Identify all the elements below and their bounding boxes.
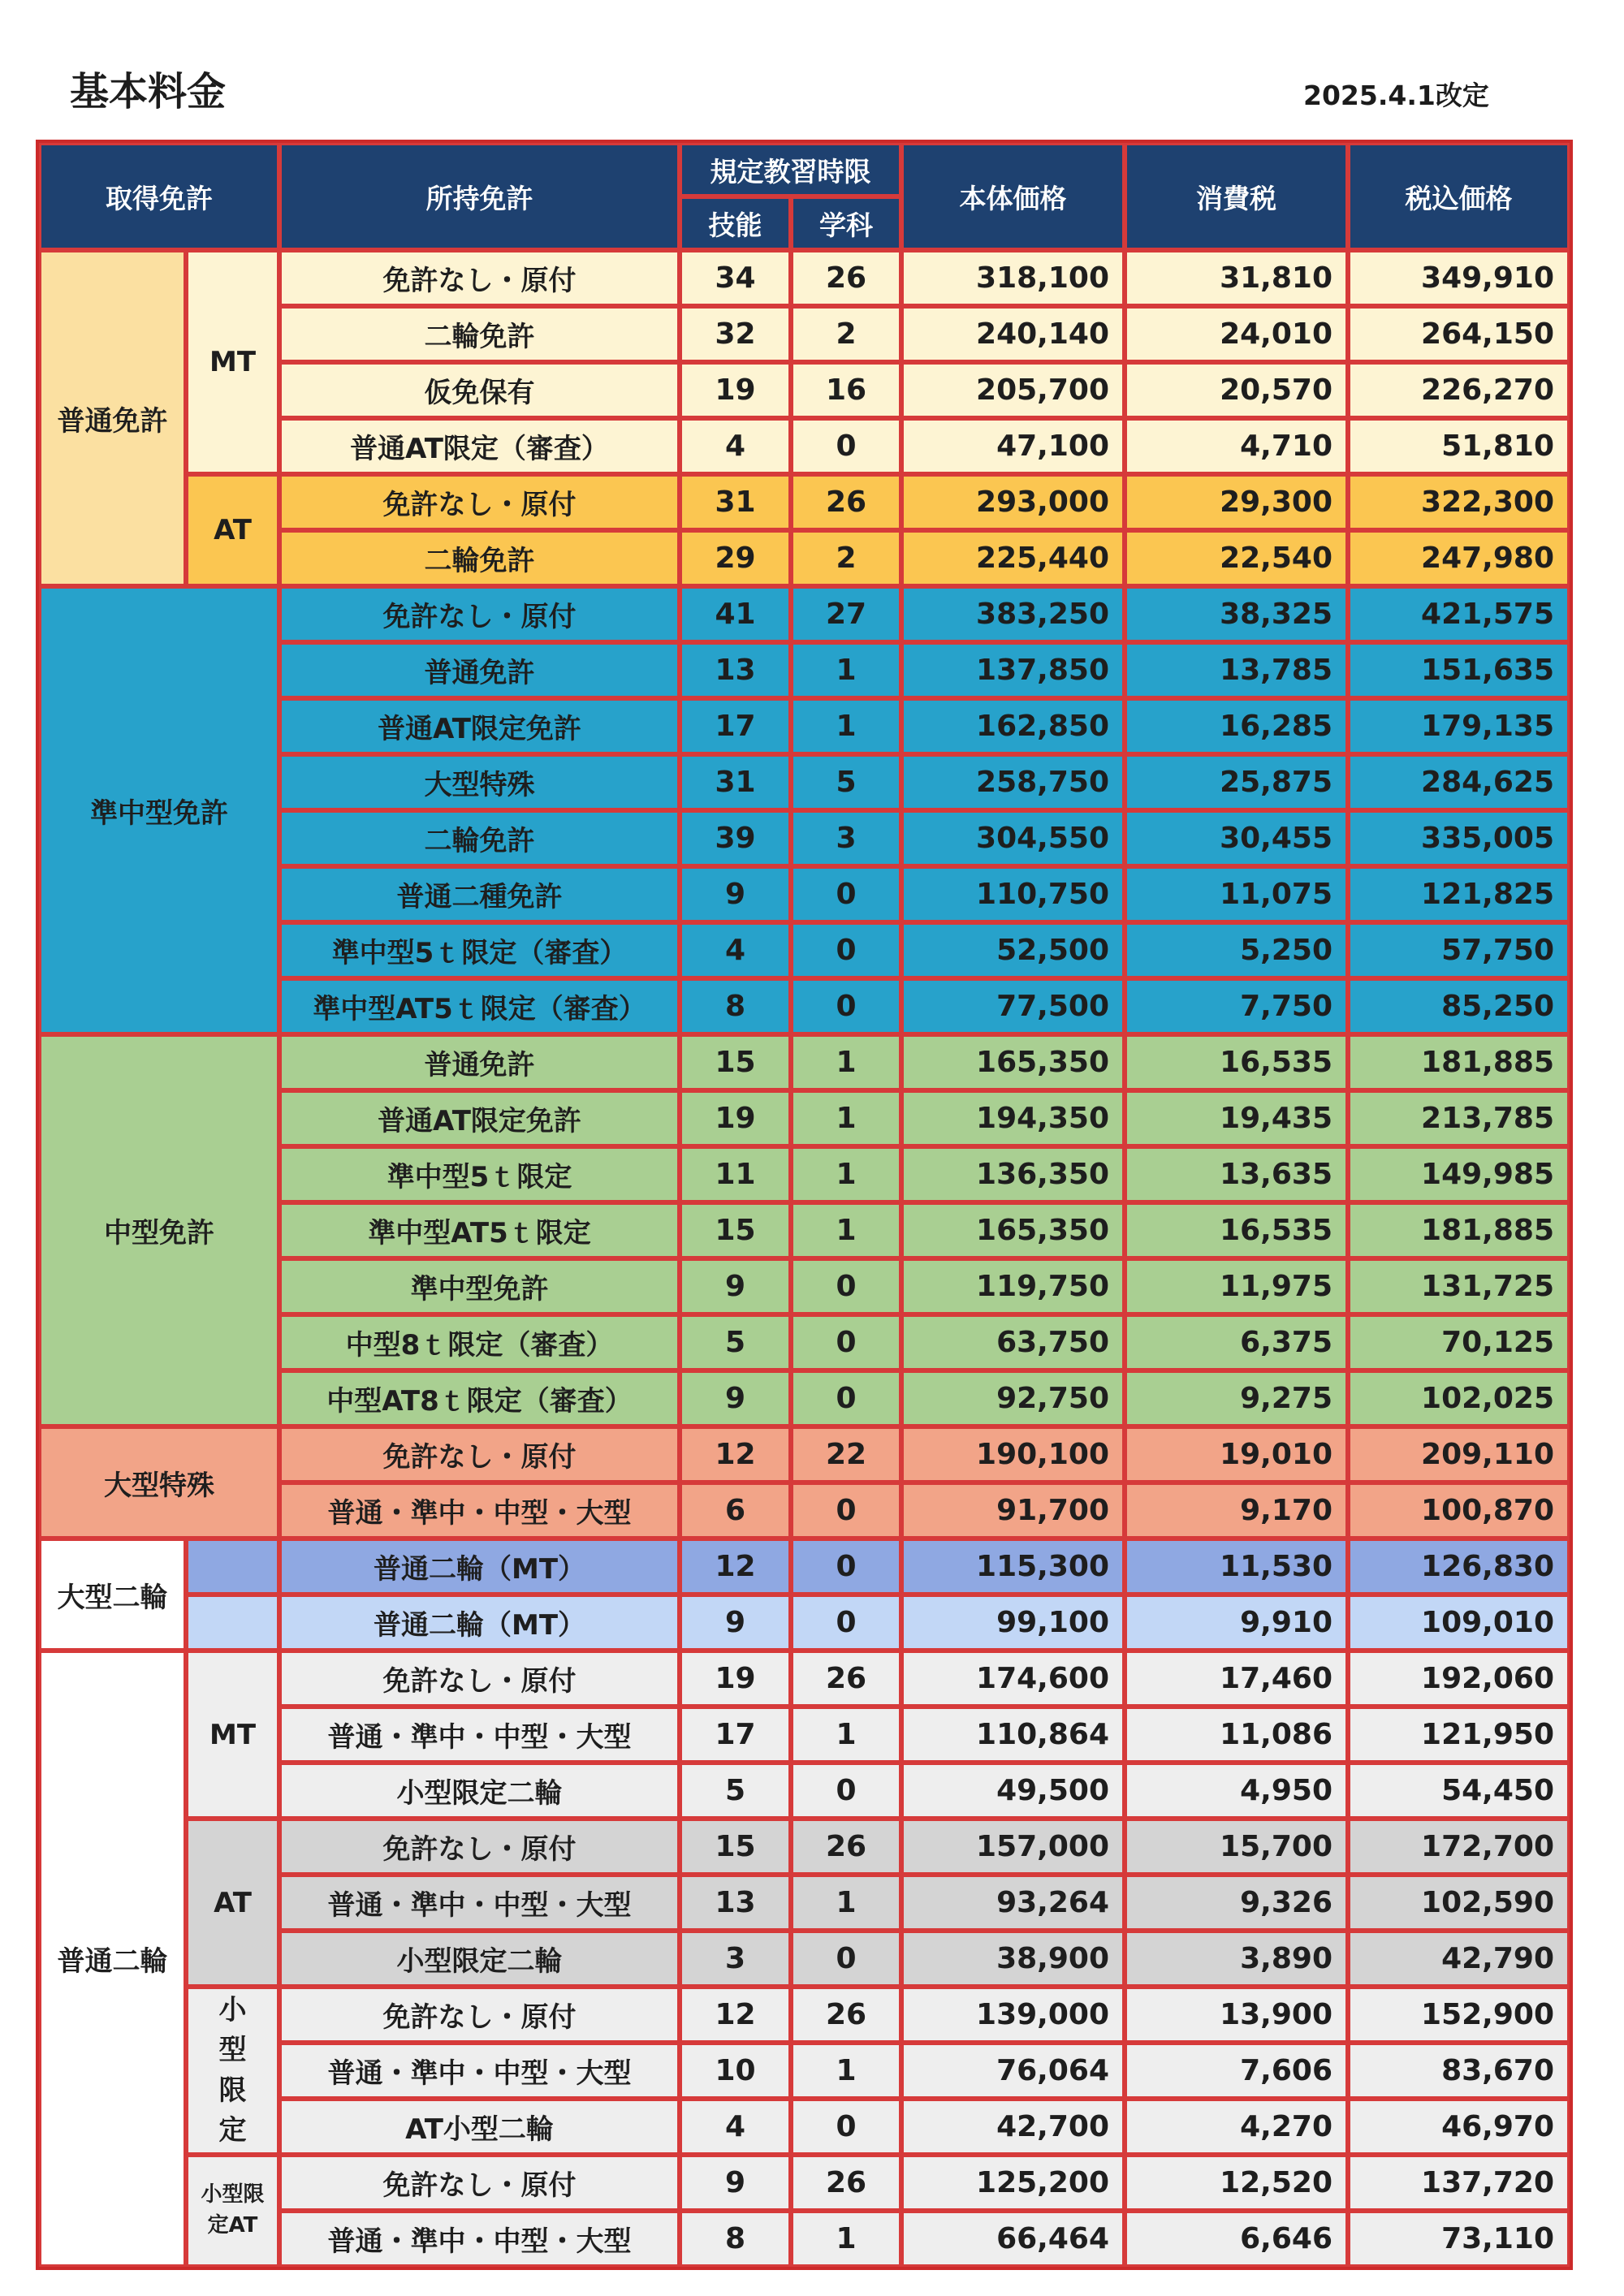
total-price-cell: 70,125 (1348, 1314, 1570, 1370)
total-price-cell: 42,790 (1348, 1931, 1570, 1987)
academic-cell: 1 (791, 1146, 901, 1202)
total-price-cell: 149,985 (1348, 1146, 1570, 1202)
skill-cell: 4 (680, 2099, 791, 2155)
page-title: 基本料金 (70, 69, 227, 114)
base-price-cell: 318,100 (901, 250, 1125, 306)
academic-cell: 26 (791, 1651, 901, 1707)
sub-label-fn-kogata: 小型限定 (186, 1987, 279, 2155)
held-cell: 大型特殊 (279, 754, 680, 810)
academic-cell: 26 (791, 474, 901, 530)
group-label-chugata: 中型免許 (39, 1034, 279, 1426)
base-price-cell: 93,264 (901, 1875, 1125, 1931)
header-skill: 技能 (680, 196, 791, 250)
tax-cell: 30,455 (1125, 810, 1348, 866)
total-price-cell: 181,885 (1348, 1202, 1570, 1258)
academic-cell: 1 (791, 1090, 901, 1146)
held-cell: 免許なし・原付 (279, 1426, 680, 1482)
held-cell: 普通AT限定（審査） (279, 418, 680, 474)
header-total-price: 税込価格 (1348, 143, 1570, 250)
base-price-cell: 225,440 (901, 530, 1125, 586)
base-price-cell: 194,350 (901, 1090, 1125, 1146)
academic-cell: 0 (791, 1595, 901, 1651)
skill-cell: 12 (680, 1987, 791, 2043)
academic-cell: 22 (791, 1426, 901, 1482)
base-price-cell: 119,750 (901, 1258, 1125, 1314)
total-price-cell: 247,980 (1348, 530, 1570, 586)
skill-cell: 9 (680, 1370, 791, 1426)
academic-cell: 1 (791, 1707, 901, 1763)
sub-label-futsuu-at: AT (186, 474, 279, 586)
skill-cell: 13 (680, 1875, 791, 1931)
total-price-cell: 179,135 (1348, 698, 1570, 754)
held-cell: 普通AT限定免許 (279, 1090, 680, 1146)
total-price-cell: 322,300 (1348, 474, 1570, 530)
skill-cell: 3 (680, 1931, 791, 1987)
tax-cell: 3,890 (1125, 1931, 1348, 1987)
skill-cell: 32 (680, 306, 791, 362)
skill-cell: 9 (680, 2155, 791, 2211)
academic-cell: 1 (791, 1034, 901, 1090)
held-cell: 普通二輪（MT） (279, 1595, 680, 1651)
skill-cell: 11 (680, 1146, 791, 1202)
tax-cell: 19,435 (1125, 1090, 1348, 1146)
ogata-nirin-spacer-2 (186, 1595, 279, 1651)
held-cell: AT小型二輪 (279, 2099, 680, 2155)
tax-cell: 38,325 (1125, 586, 1348, 642)
header-base-price: 本体価格 (901, 143, 1125, 250)
tax-cell: 20,570 (1125, 362, 1348, 418)
header-held: 所持免許 (279, 143, 680, 250)
base-price-cell: 110,864 (901, 1707, 1125, 1763)
tax-cell: 29,300 (1125, 474, 1348, 530)
base-price-cell: 240,140 (901, 306, 1125, 362)
tax-cell: 4,950 (1125, 1763, 1348, 1819)
academic-cell: 2 (791, 530, 901, 586)
academic-cell: 0 (791, 1539, 901, 1595)
tax-cell: 11,530 (1125, 1539, 1348, 1595)
base-price-cell: 42,700 (901, 2099, 1125, 2155)
academic-cell: 0 (791, 1314, 901, 1370)
total-price-cell: 421,575 (1348, 586, 1570, 642)
academic-cell: 26 (791, 250, 901, 306)
sub-label-fn-kogata-at: 小型限定AT (186, 2155, 279, 2267)
skill-cell: 39 (680, 810, 791, 866)
held-cell: 普通免許 (279, 642, 680, 698)
skill-cell: 19 (680, 1651, 791, 1707)
academic-cell: 1 (791, 642, 901, 698)
total-price-cell: 102,025 (1348, 1370, 1570, 1426)
base-price-cell: 383,250 (901, 586, 1125, 642)
held-cell: 普通・準中・中型・大型 (279, 2211, 680, 2267)
skill-cell: 15 (680, 1819, 791, 1875)
base-price-cell: 190,100 (901, 1426, 1125, 1482)
tax-cell: 13,785 (1125, 642, 1348, 698)
group-label-junchugata: 準中型免許 (39, 586, 279, 1034)
base-price-cell: 110,750 (901, 866, 1125, 922)
total-price-cell: 46,970 (1348, 2099, 1570, 2155)
total-price-cell: 181,885 (1348, 1034, 1570, 1090)
price-table (36, 140, 1573, 2270)
total-price-cell: 137,720 (1348, 2155, 1570, 2211)
tax-cell: 11,086 (1125, 1707, 1348, 1763)
skill-cell: 15 (680, 1202, 791, 1258)
held-cell: 普通・準中・中型・大型 (279, 1875, 680, 1931)
held-cell: 準中型5ｔ限定 (279, 1146, 680, 1202)
skill-cell: 17 (680, 1707, 791, 1763)
total-price-cell: 335,005 (1348, 810, 1570, 866)
tax-cell: 11,975 (1125, 1258, 1348, 1314)
skill-cell: 4 (680, 418, 791, 474)
total-price-cell: 109,010 (1348, 1595, 1570, 1651)
held-cell: 準中型5ｔ限定（審査） (279, 922, 680, 978)
skill-cell: 34 (680, 250, 791, 306)
tax-cell: 16,535 (1125, 1202, 1348, 1258)
tax-cell: 24,010 (1125, 306, 1348, 362)
skill-cell: 5 (680, 1314, 791, 1370)
academic-cell: 0 (791, 1763, 901, 1819)
tax-cell: 7,750 (1125, 978, 1348, 1034)
base-price-cell: 258,750 (901, 754, 1125, 810)
held-cell: 免許なし・原付 (279, 1819, 680, 1875)
group-label-futsuu: 普通免許 (39, 250, 186, 586)
academic-cell: 0 (791, 418, 901, 474)
skill-cell: 9 (680, 1258, 791, 1314)
skill-cell: 31 (680, 474, 791, 530)
tax-cell: 17,460 (1125, 1651, 1348, 1707)
total-price-cell: 264,150 (1348, 306, 1570, 362)
skill-cell: 15 (680, 1034, 791, 1090)
base-price-cell: 66,464 (901, 2211, 1125, 2267)
held-cell: 中型8ｔ限定（審査） (279, 1314, 680, 1370)
revision-date: 2025.4.1改定 (1303, 80, 1489, 111)
group-label-ogata-nirin: 大型二輪 (39, 1539, 186, 1651)
held-cell: 二輪免許 (279, 810, 680, 866)
total-price-cell: 213,785 (1348, 1090, 1570, 1146)
total-price-cell: 192,060 (1348, 1651, 1570, 1707)
total-price-cell: 121,950 (1348, 1707, 1570, 1763)
academic-cell: 5 (791, 754, 901, 810)
academic-cell: 0 (791, 1370, 901, 1426)
held-cell: 普通・準中・中型・大型 (279, 1482, 680, 1539)
tax-cell: 6,375 (1125, 1314, 1348, 1370)
academic-cell: 26 (791, 1819, 901, 1875)
total-price-cell: 226,270 (1348, 362, 1570, 418)
academic-cell: 0 (791, 1931, 901, 1987)
academic-cell: 1 (791, 2211, 901, 2267)
total-price-cell: 85,250 (1348, 978, 1570, 1034)
base-price-cell: 47,100 (901, 418, 1125, 474)
tax-cell: 16,535 (1125, 1034, 1348, 1090)
tax-cell: 9,170 (1125, 1482, 1348, 1539)
total-price-cell: 349,910 (1348, 250, 1570, 306)
held-cell: 中型AT8ｔ限定（審査） (279, 1370, 680, 1426)
academic-cell: 2 (791, 306, 901, 362)
skill-cell: 12 (680, 1426, 791, 1482)
tax-cell: 4,710 (1125, 418, 1348, 474)
skill-cell: 4 (680, 922, 791, 978)
tax-cell: 16,285 (1125, 698, 1348, 754)
academic-cell: 0 (791, 922, 901, 978)
held-cell: 普通AT限定免許 (279, 698, 680, 754)
total-price-cell: 51,810 (1348, 418, 1570, 474)
sub-label-fn-mt: MT (186, 1651, 279, 1819)
group-label-futsuu-nirin: 普通二輪 (39, 1651, 186, 2267)
base-price-cell: 49,500 (901, 1763, 1125, 1819)
header-academic: 学科 (791, 196, 901, 250)
total-price-cell: 126,830 (1348, 1539, 1570, 1595)
held-cell: 普通二種免許 (279, 866, 680, 922)
base-price-cell: 165,350 (901, 1202, 1125, 1258)
skill-cell: 31 (680, 754, 791, 810)
skill-cell: 41 (680, 586, 791, 642)
base-price-cell: 136,350 (901, 1146, 1125, 1202)
skill-cell: 19 (680, 1090, 791, 1146)
header-tax: 消費税 (1125, 143, 1348, 250)
academic-cell: 3 (791, 810, 901, 866)
total-price-cell: 209,110 (1348, 1426, 1570, 1482)
held-cell: 免許なし・原付 (279, 250, 680, 306)
base-price-cell: 92,750 (901, 1370, 1125, 1426)
base-price-cell: 157,000 (901, 1819, 1125, 1875)
total-price-cell: 152,900 (1348, 1987, 1570, 2043)
held-cell: 二輪免許 (279, 530, 680, 586)
tax-cell: 6,646 (1125, 2211, 1348, 2267)
held-cell: 小型限定二輪 (279, 1931, 680, 1987)
skill-cell: 13 (680, 642, 791, 698)
held-cell: 小型限定二輪 (279, 1763, 680, 1819)
tax-cell: 13,900 (1125, 1987, 1348, 2043)
academic-cell: 1 (791, 1202, 901, 1258)
base-price-cell: 52,500 (901, 922, 1125, 978)
base-price-cell: 293,000 (901, 474, 1125, 530)
tax-cell: 7,606 (1125, 2043, 1348, 2099)
total-price-cell: 83,670 (1348, 2043, 1570, 2099)
base-price-cell: 63,750 (901, 1314, 1125, 1370)
base-price-cell: 77,500 (901, 978, 1125, 1034)
sub-label-fn-at: AT (186, 1819, 279, 1987)
total-price-cell: 54,450 (1348, 1763, 1570, 1819)
academic-cell: 1 (791, 1875, 901, 1931)
header-hours-group: 規定教習時限 (680, 143, 901, 196)
academic-cell: 0 (791, 1482, 901, 1539)
skill-cell: 9 (680, 866, 791, 922)
tax-cell: 25,875 (1125, 754, 1348, 810)
base-price-cell: 304,550 (901, 810, 1125, 866)
total-price-cell: 57,750 (1348, 922, 1570, 978)
academic-cell: 0 (791, 866, 901, 922)
base-price-cell: 125,200 (901, 2155, 1125, 2211)
held-cell: 免許なし・原付 (279, 2155, 680, 2211)
held-cell: 免許なし・原付 (279, 1987, 680, 2043)
held-cell: 普通二輪（MT） (279, 1539, 680, 1595)
tax-cell: 4,270 (1125, 2099, 1348, 2155)
skill-cell: 5 (680, 1763, 791, 1819)
academic-cell: 27 (791, 586, 901, 642)
header-acquire: 取得免許 (39, 143, 279, 250)
tax-cell: 22,540 (1125, 530, 1348, 586)
base-price-cell: 99,100 (901, 1595, 1125, 1651)
total-price-cell: 131,725 (1348, 1258, 1570, 1314)
base-price-cell: 205,700 (901, 362, 1125, 418)
tax-cell: 9,275 (1125, 1370, 1348, 1426)
held-cell: 普通・準中・中型・大型 (279, 1707, 680, 1763)
tax-cell: 9,910 (1125, 1595, 1348, 1651)
total-price-cell: 102,590 (1348, 1875, 1570, 1931)
academic-cell: 0 (791, 2099, 901, 2155)
skill-cell: 8 (680, 2211, 791, 2267)
total-price-cell: 100,870 (1348, 1482, 1570, 1539)
skill-cell: 6 (680, 1482, 791, 1539)
sub-label-futsuu-mt: MT (186, 250, 279, 474)
academic-cell: 1 (791, 2043, 901, 2099)
academic-cell: 0 (791, 978, 901, 1034)
total-price-cell: 284,625 (1348, 754, 1570, 810)
academic-cell: 26 (791, 2155, 901, 2211)
base-price-cell: 174,600 (901, 1651, 1125, 1707)
academic-cell: 0 (791, 1258, 901, 1314)
skill-cell: 8 (680, 978, 791, 1034)
base-price-cell: 165,350 (901, 1034, 1125, 1090)
total-price-cell: 121,825 (1348, 866, 1570, 922)
skill-cell: 17 (680, 698, 791, 754)
skill-cell: 29 (680, 530, 791, 586)
base-price-cell: 91,700 (901, 1482, 1125, 1539)
tax-cell: 12,520 (1125, 2155, 1348, 2211)
tax-cell: 11,075 (1125, 866, 1348, 922)
academic-cell: 26 (791, 1987, 901, 2043)
base-price-cell: 38,900 (901, 1931, 1125, 1987)
held-cell: 免許なし・原付 (279, 474, 680, 530)
held-cell: 準中型AT5ｔ限定（審査） (279, 978, 680, 1034)
tax-cell: 31,810 (1125, 250, 1348, 306)
held-cell: 免許なし・原付 (279, 586, 680, 642)
academic-cell: 16 (791, 362, 901, 418)
base-price-cell: 137,850 (901, 642, 1125, 698)
held-cell: 普通免許 (279, 1034, 680, 1090)
academic-cell: 1 (791, 698, 901, 754)
tax-cell: 19,010 (1125, 1426, 1348, 1482)
ogata-nirin-spacer-1 (186, 1539, 279, 1595)
tax-cell: 5,250 (1125, 922, 1348, 978)
tax-cell: 15,700 (1125, 1819, 1348, 1875)
tax-cell: 13,635 (1125, 1146, 1348, 1202)
base-price-cell: 76,064 (901, 2043, 1125, 2099)
base-price-cell: 139,000 (901, 1987, 1125, 2043)
held-cell: 仮免保有 (279, 362, 680, 418)
total-price-cell: 172,700 (1348, 1819, 1570, 1875)
held-cell: 準中型免許 (279, 1258, 680, 1314)
held-cell: 普通・準中・中型・大型 (279, 2043, 680, 2099)
held-cell: 二輪免許 (279, 306, 680, 362)
base-price-cell: 115,300 (901, 1539, 1125, 1595)
skill-cell: 10 (680, 2043, 791, 2099)
skill-cell: 9 (680, 1595, 791, 1651)
skill-cell: 12 (680, 1539, 791, 1595)
held-cell: 免許なし・原付 (279, 1651, 680, 1707)
total-price-cell: 151,635 (1348, 642, 1570, 698)
held-cell: 準中型AT5ｔ限定 (279, 1202, 680, 1258)
total-price-cell: 73,110 (1348, 2211, 1570, 2267)
tax-cell: 9,326 (1125, 1875, 1348, 1931)
group-label-ogata-tokushu: 大型特殊 (39, 1426, 279, 1539)
skill-cell: 19 (680, 362, 791, 418)
base-price-cell: 162,850 (901, 698, 1125, 754)
